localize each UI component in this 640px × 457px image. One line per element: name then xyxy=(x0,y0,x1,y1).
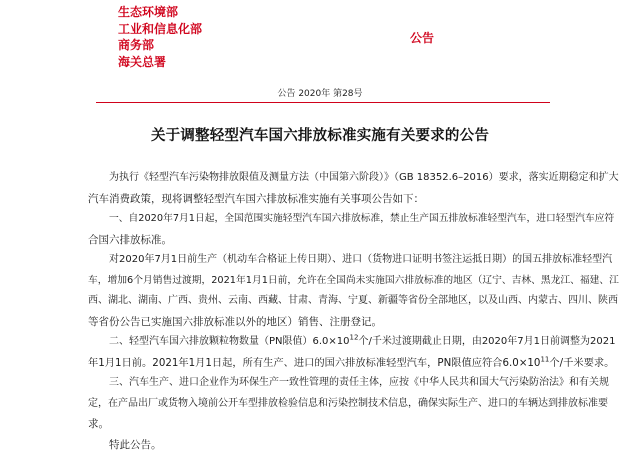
paragraph-three-line-2: 定，在产品出厂或货物入境前公开车型排放检验信息和污染控制技术信息，确保实际生产、进口的车辆达到排放标准要 xyxy=(88,397,608,409)
paragraph-two-line-2-exponent: 11 xyxy=(540,355,550,364)
document-number: 公告 2020年 第28号 xyxy=(277,89,363,99)
paragraph-two-line-1 xyxy=(88,332,618,353)
paragraph-two-line-2-text-a: 年1月1日前。2021年1月1日起，所有生产、进口的国六排放标准轻型汽车，PN限值应符合6.0×10 xyxy=(88,356,541,369)
paragraph-transition-line-1: 对2020年7月1日前生产（机动车合格证上传日期）、进口（货物进口证明书签注运抵日期）的国五排放标准轻型汽 xyxy=(109,254,613,265)
closing-line: 特此公告。 xyxy=(109,438,162,451)
paragraph-two-line-2 xyxy=(88,353,618,374)
issuer-list xyxy=(118,4,202,70)
paragraph-three-line-3: 求。 xyxy=(88,418,109,430)
paragraph-two-line-1-text-a: 二、轻型汽车国六排放颗粒物数量（PN限值）6.0×10 xyxy=(109,336,350,347)
announcement-label: 公告 xyxy=(410,31,435,45)
paragraph-intro-line-2: 汽车消费政策，现将调整轻型汽车国六排放标准实施有关事项公告如下： xyxy=(88,192,424,205)
paragraph-transition-line-2: 车，增加6个月销售过渡期，2021年1月1日前，允许在全国尚未实施国六排放标准的地区（辽宁、吉林、黑龙江、福建、江 xyxy=(88,274,619,286)
paragraph-transition-line-4: 等省份公告已实施国六排放标准以外的地区）销售、注册登记。 xyxy=(88,315,382,328)
issuer-ministry-industry-it: 工业和信息化部 xyxy=(118,21,203,36)
document-body xyxy=(88,168,618,455)
paragraph-one-line-2: 合国六排放标准。 xyxy=(88,233,172,246)
paragraph-two-line-1-exponent: 12 xyxy=(349,333,359,342)
issuer-ministry-ecology-environment: 生态环境部 xyxy=(118,5,179,19)
paragraph-two-line-1-text-b: 个/千米过渡期截止日期，由2020年7月1日前调整为2021 xyxy=(358,336,616,347)
paragraph-three-line-1: 三、汽车生产、进口企业作为环保生产一致性管理的责任主体，应按《中华人民共和国大气污染防治法》和有关规 xyxy=(109,377,609,388)
issuer-ministry-commerce: 商务部 xyxy=(118,38,155,52)
document-title: 关于调整轻型汽车国六排放标准实施有关要求的公告 xyxy=(150,128,490,144)
issuer-customs: 海关总署 xyxy=(118,54,167,69)
paragraph-one-line-1: 一、自2020年7月1日起，全国范围实施轻型汽车国六排放标准，禁止生产国五排放标准轻型汽车，进口轻型汽车应符 xyxy=(109,213,615,224)
paragraph-two-line-2-text-b: 个/千米要求。 xyxy=(549,356,615,369)
red-divider xyxy=(96,102,550,103)
paragraph-transition-line-3: 西、湖北、湖南、广西、贵州、云南、西藏、甘肃、青海、宁夏、新疆等省份全部地区，以及山西、内蒙古、四川、陕西 xyxy=(88,295,618,306)
paragraph-intro-line-1: 为执行《轻型汽车污染物排放限值及测量方法（中国第六阶段）》（GB 18352.6–2016）要求，落实近期稳定和扩大 xyxy=(109,172,619,183)
